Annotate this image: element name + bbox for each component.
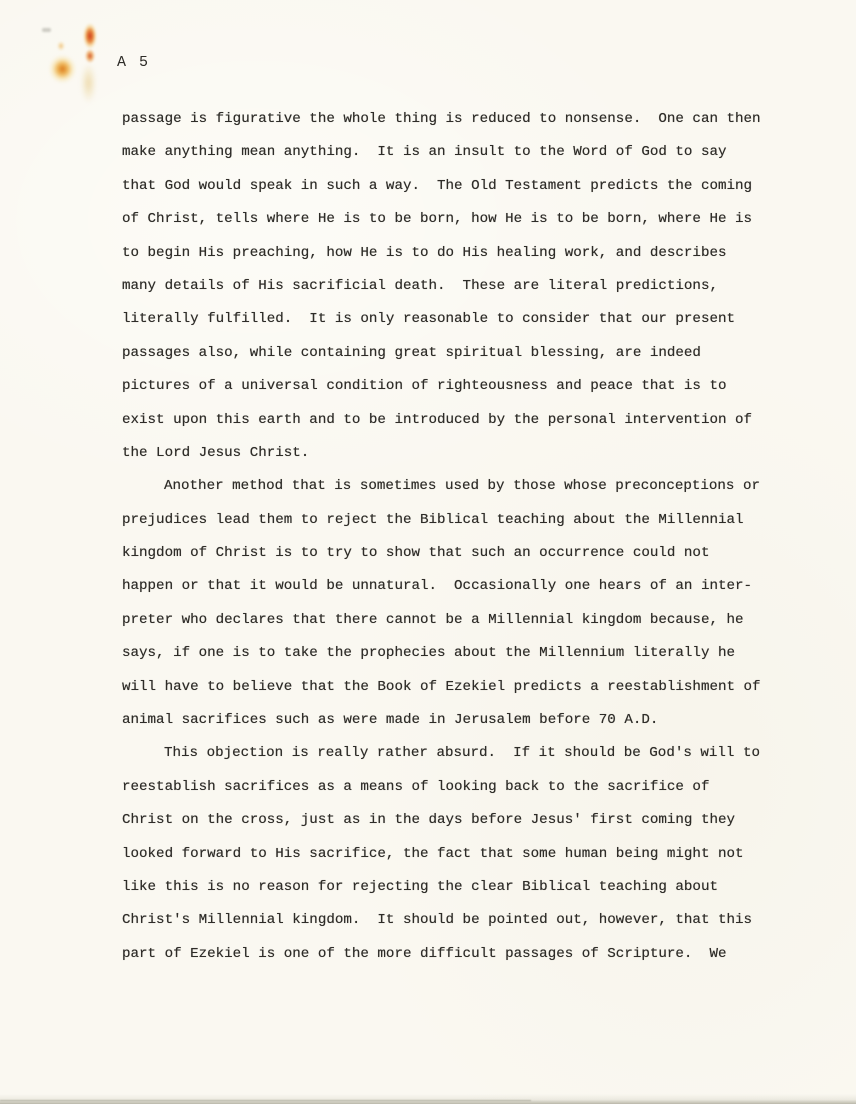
ink-stain-icon [85,49,95,63]
text-line: reestablish sacrifices as a means of looking back to the sacrifice of [122,778,710,795]
text-line: pictures of a universal condition of righteousness and peace that is to [122,378,727,395]
ink-stain-icon [83,23,97,49]
text-line: happen or that it would be unnatural. Occasionally one hears of an inter- [122,578,753,595]
text-line: part of Ezekiel is one of the more difficult passages of Scripture. We [122,945,727,962]
text-line: Christ on the cross, just as in the days before Jesus' first coming they [122,812,735,829]
text-line: of Christ, tells where He is to be born, how He is to be born, where He is [122,211,753,228]
text-line: animal sacrifices such as were made in Jerusalem before 70 A.D. [122,712,659,729]
ink-stain-icon [49,55,76,83]
text-line: passage is figurative the whole thing is reduced to nonsense. One can then [122,111,761,127]
text-line: passages also, while containing great spiritual blessing, are indeed [122,344,701,361]
text-line: kingdom of Christ is to try to show that such an occurrence could not [122,545,710,562]
page-number: A 5 [117,54,151,71]
text-block [122,103,770,971]
paragraph [122,470,770,737]
text-line: Christ's Millennial kingdom. It should be pointed out, however, that this [122,912,753,929]
paragraph [122,737,770,971]
text-line: prejudices lead them to reject the Biblical teaching about the Millennial [122,511,744,528]
text-line: many details of His sacrificial death. These are literal predictions, [122,277,718,294]
text-line: like this is no reason for rejecting the clear Biblical teaching about [122,878,718,895]
ink-stain-icon [81,63,96,103]
text-line: to begin His preaching, how He is to do His healing work, and describes [122,244,727,261]
text-line: literally fulfilled. It is only reasonable to consider that our present [122,311,735,328]
text-line: that God would speak in such a way. The Old Testament predicts the coming [122,177,753,194]
text-line: says, if one is to take the prophecies about the Millennium literally he [122,645,735,662]
text-line: the Lord Jesus Christ. [122,444,310,461]
text-line: preter who declares that there cannot be a Millennial kingdom because, he [122,611,744,628]
paragraph [122,103,770,470]
text-line: Another method that is sometimes used by those whose preconceptions or [164,478,760,495]
text-line: make anything mean anything. It is an insult to the Word of God to say [122,144,727,161]
text-line: will have to believe that the Book of Ezekiel predicts a reestablishment of [122,678,761,695]
text-line: exist upon this earth and to be introduced by the personal intervention of [122,411,753,428]
pencil-mark-icon [42,28,51,32]
text-line: This objection is really rather absurd. If it should be God's will to [164,745,760,762]
text-line: looked forward to His sacrifice, the fact that some human being might not [122,845,744,862]
ink-stain-icon [57,41,65,51]
scan-edge [0,1094,856,1104]
